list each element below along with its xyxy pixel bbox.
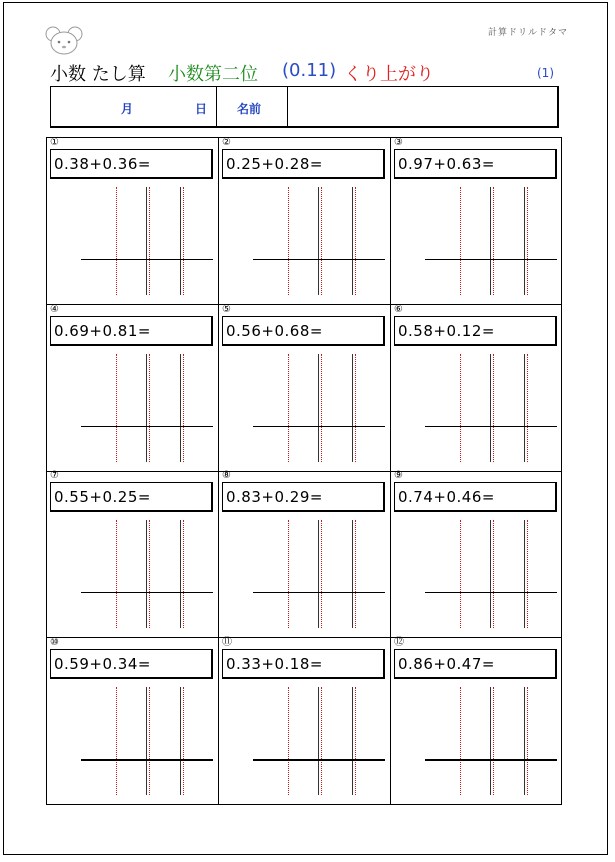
column-guide-line	[524, 687, 525, 795]
problem-number: ⑧	[222, 470, 231, 481]
problem-number: ③	[394, 137, 403, 148]
answer-line	[253, 259, 385, 260]
worksheet-title	[50, 60, 562, 86]
name-label: 名前	[237, 102, 262, 116]
problem-number: ⑤	[222, 304, 231, 315]
column-guide-line	[490, 520, 491, 628]
dotted-guide-line	[288, 687, 289, 795]
dotted-guide-line	[527, 520, 528, 628]
column-guide-line	[524, 187, 525, 295]
dotted-guide-line	[355, 687, 356, 795]
problem-expression: 0.69+0.81=	[50, 316, 213, 346]
dotted-guide-line	[149, 520, 150, 628]
answer-line	[253, 592, 385, 593]
dotted-guide-line	[116, 354, 117, 462]
column-guide-line	[180, 687, 181, 795]
info-box	[50, 86, 559, 128]
answer-line	[253, 426, 385, 427]
problem-cell	[46, 137, 218, 304]
dotted-guide-line	[527, 187, 528, 295]
column-guide-line	[352, 187, 353, 295]
problem-cell	[390, 470, 562, 637]
column-guide-line	[352, 520, 353, 628]
problem-number: ②	[222, 137, 231, 148]
column-guide-line	[146, 687, 147, 795]
title-part3: (0.11)	[282, 60, 337, 81]
dotted-guide-line	[493, 187, 494, 295]
problem-number: ④	[50, 304, 59, 315]
dotted-guide-line	[321, 354, 322, 462]
column-guide-line	[524, 520, 525, 628]
column-guide-line	[318, 187, 319, 295]
dotted-guide-line	[288, 520, 289, 628]
dotted-guide-line	[149, 354, 150, 462]
dotted-guide-line	[183, 687, 184, 795]
problem-expression: 0.33+0.18=	[222, 649, 385, 679]
column-guide-line	[524, 354, 525, 462]
dotted-guide-line	[149, 687, 150, 795]
problem-expression: 0.58+0.12=	[394, 316, 557, 346]
column-guide-line	[490, 187, 491, 295]
problem-cell	[390, 137, 562, 304]
problem-expression: 0.83+0.29=	[222, 482, 385, 512]
title-part2: 小数第二位	[168, 64, 258, 85]
problem-cell	[46, 470, 218, 637]
dotted-guide-line	[493, 687, 494, 795]
answer-line	[81, 592, 213, 593]
dotted-guide-line	[321, 520, 322, 628]
column-guide-line	[180, 187, 181, 295]
problem-cell	[218, 470, 390, 637]
problem-cell	[218, 304, 390, 471]
problem-cell	[390, 304, 562, 471]
problem-cell	[46, 304, 218, 471]
problem-expression: 0.59+0.34=	[50, 649, 213, 679]
column-guide-line	[146, 354, 147, 462]
day-label: 日	[195, 102, 208, 116]
dotted-guide-line	[355, 354, 356, 462]
dotted-guide-line	[527, 687, 528, 795]
dotted-guide-line	[183, 354, 184, 462]
site-name: 計算ドリルドタマ	[488, 28, 569, 38]
dotted-guide-line	[149, 187, 150, 295]
dotted-guide-line	[493, 354, 494, 462]
problem-number: ⑥	[394, 304, 403, 315]
dotted-guide-line	[355, 520, 356, 628]
problem-expression: 0.56+0.68=	[222, 316, 385, 346]
problem-number: ⑪	[222, 637, 232, 648]
problem-expression: 0.38+0.36=	[50, 149, 213, 179]
problem-expression: 0.86+0.47=	[394, 649, 557, 679]
answer-line	[81, 426, 213, 427]
dotted-guide-line	[116, 187, 117, 295]
dotted-guide-line	[288, 187, 289, 295]
dotted-guide-line	[527, 354, 528, 462]
answer-line	[81, 259, 213, 260]
dotted-guide-line	[116, 687, 117, 795]
answer-line	[425, 759, 557, 761]
problem-number: ⑨	[394, 470, 403, 481]
problem-expression: 0.74+0.46=	[394, 482, 557, 512]
page-number: (1)	[537, 66, 554, 80]
column-guide-line	[180, 354, 181, 462]
column-guide-line	[318, 687, 319, 795]
dotted-guide-line	[183, 520, 184, 628]
dotted-guide-line	[116, 520, 117, 628]
dotted-guide-line	[321, 187, 322, 295]
dotted-guide-line	[460, 520, 461, 628]
dotted-guide-line	[355, 187, 356, 295]
column-guide-line	[352, 354, 353, 462]
column-guide-line	[146, 520, 147, 628]
answer-line	[425, 426, 557, 427]
divider	[287, 87, 288, 126]
column-guide-line	[490, 354, 491, 462]
problem-number: ⑩	[50, 637, 59, 648]
dotted-guide-line	[321, 687, 322, 795]
divider	[216, 87, 217, 126]
dotted-guide-line	[183, 187, 184, 295]
answer-line	[425, 592, 557, 593]
column-guide-line	[146, 187, 147, 295]
problem-number: ⑦	[50, 470, 59, 481]
dotted-guide-line	[460, 187, 461, 295]
problem-expression: 0.55+0.25=	[50, 482, 213, 512]
dotted-guide-line	[460, 354, 461, 462]
mouse-logo-icon	[44, 25, 84, 57]
problem-cell	[390, 637, 562, 804]
answer-line	[81, 759, 213, 761]
problem-expression: 0.25+0.28=	[222, 149, 385, 179]
problem-cell	[46, 637, 218, 804]
problem-cell	[218, 637, 390, 804]
dotted-guide-line	[460, 687, 461, 795]
problem-expression: 0.97+0.63=	[394, 149, 557, 179]
dotted-guide-line	[493, 520, 494, 628]
column-guide-line	[490, 687, 491, 795]
title-part4: くり上がり	[344, 64, 434, 85]
answer-line	[425, 259, 557, 260]
column-guide-line	[352, 687, 353, 795]
problem-number: ⑫	[394, 637, 404, 648]
problem-cell	[218, 137, 390, 304]
answer-line	[253, 759, 385, 761]
column-guide-line	[318, 520, 319, 628]
column-guide-line	[318, 354, 319, 462]
column-guide-line	[180, 520, 181, 628]
month-label: 月	[121, 102, 134, 116]
dotted-guide-line	[288, 354, 289, 462]
title-part1: 小数 たし算	[50, 64, 146, 85]
problem-number: ①	[50, 137, 59, 148]
